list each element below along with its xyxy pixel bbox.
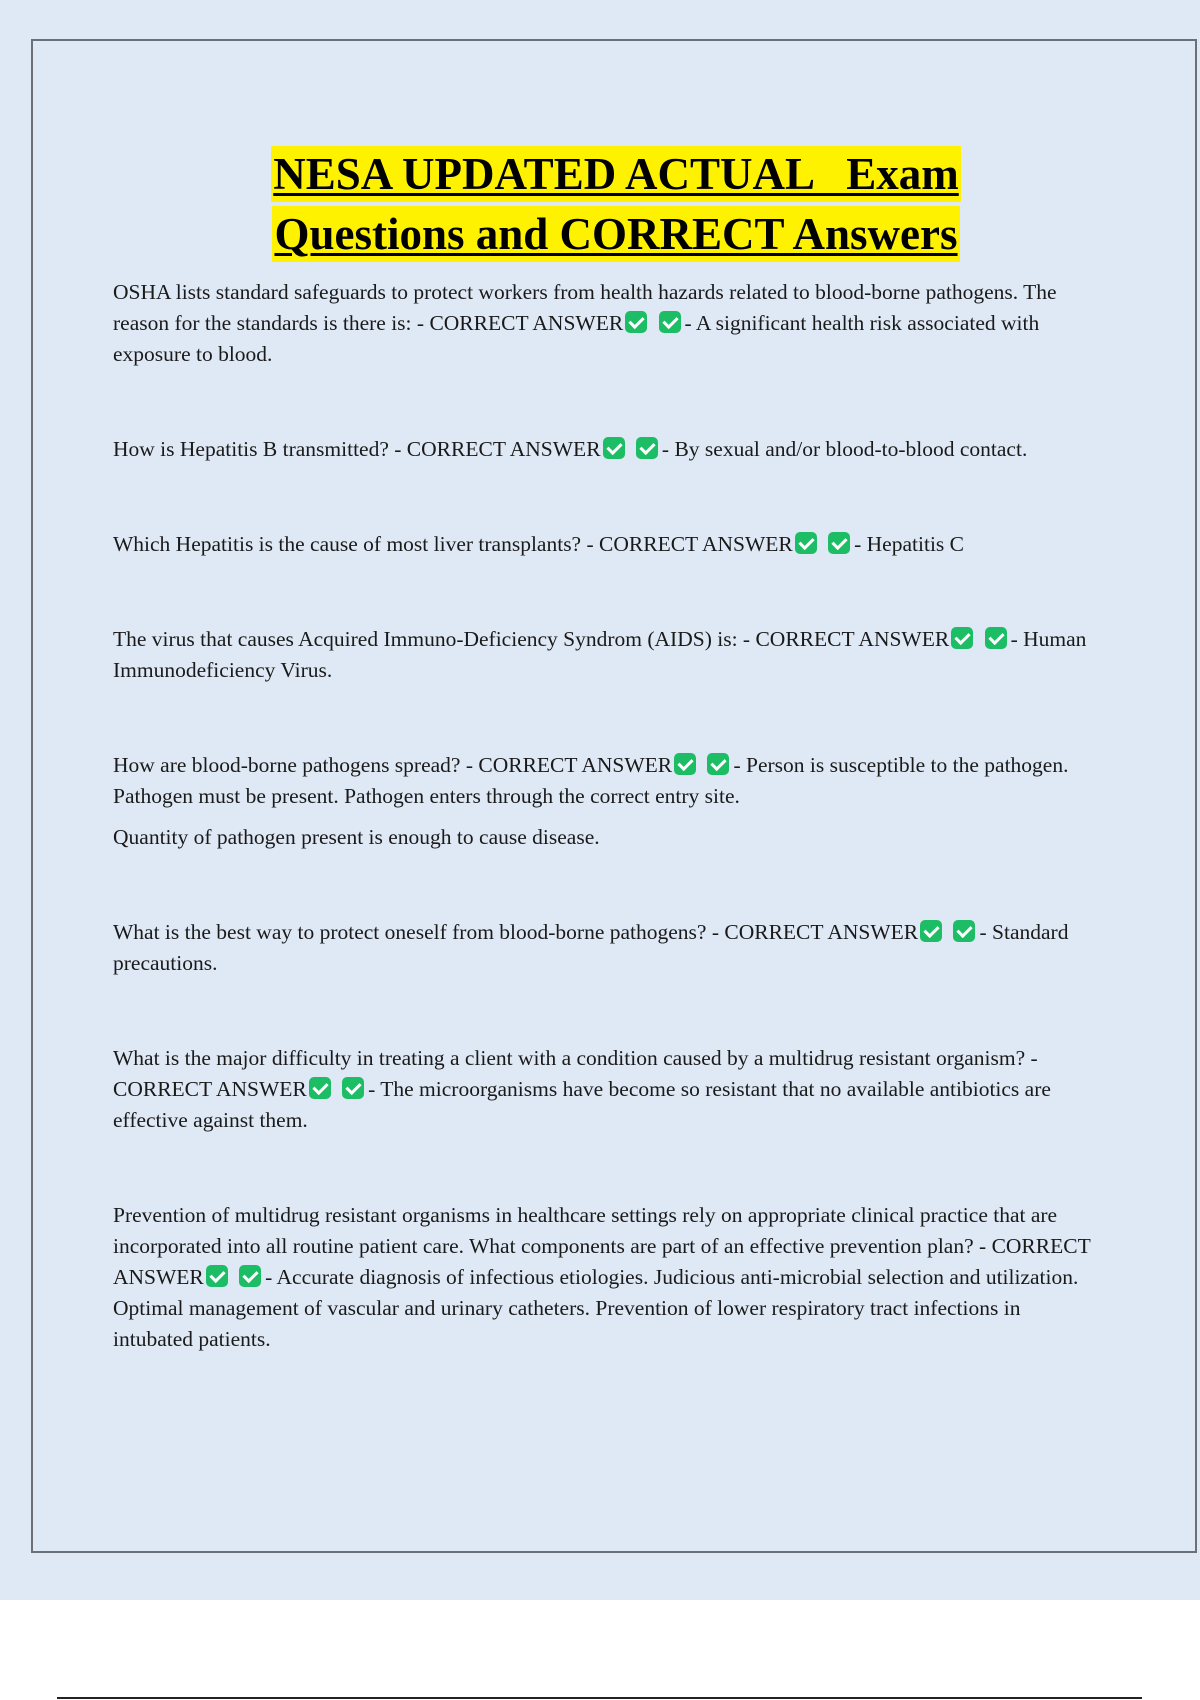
- footer-divider: [57, 1697, 1142, 1699]
- question-text: Which Hepatitis is the cause of most liver transplants? -: [113, 532, 600, 556]
- question-text: OSHA lists standard safeguards to protect workers from health hazards related to blood-borne pathogens. The reason for the standards is there is: -: [113, 280, 1057, 335]
- correct-answer-marker: CORRECT ANSWER: [755, 627, 950, 651]
- correct-answer-marker: CORRECT ANSWER: [478, 753, 673, 777]
- answer-text: - Hepatitis C: [854, 532, 964, 556]
- check-box-icon: [953, 920, 975, 942]
- check-box-icon: [625, 311, 647, 333]
- answer-text: - Standard precautions.: [113, 920, 1069, 975]
- qa-item: [113, 277, 1093, 370]
- correct-answer-marker: CORRECT ANSWER: [724, 920, 919, 944]
- check-box-icon: [920, 920, 942, 942]
- answer-text: - Human Immunodeficiency Virus.: [113, 627, 1087, 682]
- answer-text: - By sexual and/or blood-to-blood contact.: [661, 437, 1028, 461]
- title-line-2: Questions and CORRECT Answers: [272, 206, 959, 262]
- correct-answer-marker: CORRECT ANSWER: [113, 1234, 1091, 1289]
- check-box-icon: [828, 532, 850, 554]
- qa-item: [113, 624, 1093, 686]
- check-box-icon: [342, 1077, 364, 1099]
- qa-item: [113, 1200, 1093, 1355]
- question-text: How is Hepatitis B transmitted? -: [113, 437, 407, 461]
- correct-answer-marker: CORRECT ANSWER: [599, 532, 793, 556]
- answer-text: - A significant health risk associated with exposure to blood.: [113, 311, 1040, 366]
- check-box-icon: [659, 311, 681, 333]
- answer-text-extra: Quantity of pathogen present is enough to cause disease.: [113, 825, 600, 849]
- correct-answer-marker: CORRECT ANSWER: [406, 437, 601, 461]
- title-line-1: NESA UPDATED ACTUAL Exam: [271, 146, 961, 202]
- check-box-icon: [636, 437, 658, 459]
- qa-item: [113, 750, 1093, 812]
- question-text: What is the major difficulty in treating a client with a condition caused by a multidrug resistant organism? -: [113, 1046, 1038, 1070]
- correct-answer-marker: CORRECT ANSWER: [429, 311, 624, 335]
- check-box-icon: [707, 753, 729, 775]
- question-text: What is the best way to protect oneself from blood-borne pathogens? -: [113, 920, 725, 944]
- question-text: Prevention of multidrug resistant organisms in healthcare settings rely on appropriate clinical practice that are incorporated into all routine patient care. What components are part of an effective prevention plan? -: [113, 1203, 1058, 1258]
- answer-text: - Accurate diagnosis of infectious etiologies. Judicious anti-microbial selection and utilization. Optimal management of vascular and urinary catheters. Prevention of lower respiratory tract infections in intubated patients.: [113, 1265, 1079, 1351]
- correct-answer-marker: CORRECT ANSWER: [113, 1077, 307, 1101]
- check-box-icon: [674, 753, 696, 775]
- answer-text: - Person is susceptible to the pathogen. Pathogen must be present. Pathogen enters through the correct entry site.: [113, 753, 1069, 808]
- check-box-icon: [603, 437, 625, 459]
- qa-item: [113, 529, 1093, 560]
- qa-item: [113, 1043, 1093, 1136]
- qa-item: [113, 434, 1093, 465]
- check-box-icon: [309, 1077, 331, 1099]
- qa-item-continuation: [113, 822, 1093, 853]
- check-box-icon: [985, 627, 1007, 649]
- question-text: The virus that causes Acquired Immuno-Deficiency Syndrom (AIDS) is: -: [113, 627, 756, 651]
- check-box-icon: [206, 1265, 228, 1287]
- qa-list: [113, 277, 1093, 1355]
- answer-text: - The microorganisms have become so resistant that no available antibiotics are effective against them.: [113, 1077, 1051, 1132]
- check-box-icon: [239, 1265, 261, 1287]
- qa-item: [113, 917, 1093, 979]
- check-box-icon: [951, 627, 973, 649]
- check-box-icon: [795, 532, 817, 554]
- document-title: [33, 146, 1199, 262]
- question-text: How are blood-borne pathogens spread? -: [113, 753, 479, 777]
